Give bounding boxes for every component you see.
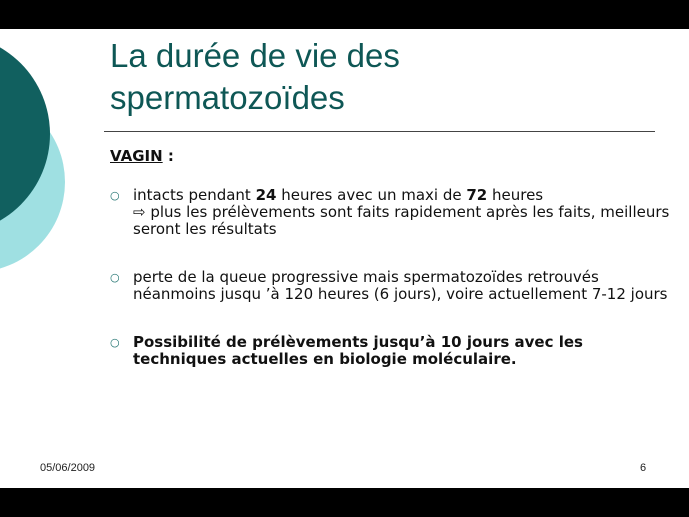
section-heading (110, 148, 670, 168)
section-label: VAGIN (110, 147, 163, 165)
bullet-1-text-post: heures (487, 186, 544, 204)
spacer (110, 303, 670, 334)
bullet-1-strong-72: 72 (466, 186, 488, 204)
slide (0, 29, 689, 488)
title-divider (104, 131, 655, 132)
bullet-circle-icon: ○ (110, 189, 120, 202)
bullet-1-text-pre: intacts pendant (133, 186, 256, 204)
bullet-1-subitem-text: plus les prélèvements sont faits rapidement après les faits, meilleurs seront les résultats (133, 203, 670, 238)
bullet-circle-icon: ○ (110, 271, 120, 284)
bullet-3-text: Possibilité de prélèvements jusqu’à 10 jours avec les techniques actuelles en biologie moléculaire. (133, 333, 583, 368)
bullet-2-text: perte de la queue progressive mais spermatozoïdes retrouvés néanmoins jusqu ’à 120 heures (6 jours), voire actuellement 7-12 jours (133, 268, 668, 303)
letterbox-top (0, 0, 689, 29)
slide-body (110, 148, 670, 368)
bullet-1-subitem (110, 204, 670, 238)
bullet-item-3 (110, 334, 670, 368)
slide-title-line-1: La durée de vie des (110, 37, 400, 74)
bullet-1-text-mid: heures avec un maxi de (276, 186, 467, 204)
slide-title-line-2: spermatozoïdes (110, 79, 345, 116)
footer-date: 05/06/2009 (40, 462, 96, 474)
arrow-right-icon: ⇨ (133, 203, 146, 221)
bullet-item-2 (110, 269, 670, 303)
bullet-1-strong-24: 24 (255, 186, 277, 204)
bullet-item-1 (110, 187, 670, 204)
spacer (110, 238, 670, 269)
footer-page-number: 6 (640, 462, 647, 474)
section-colon: : (162, 147, 174, 165)
slide-title (110, 35, 670, 119)
bullet-circle-icon: ○ (110, 336, 120, 349)
letterbox-bottom (0, 488, 689, 517)
